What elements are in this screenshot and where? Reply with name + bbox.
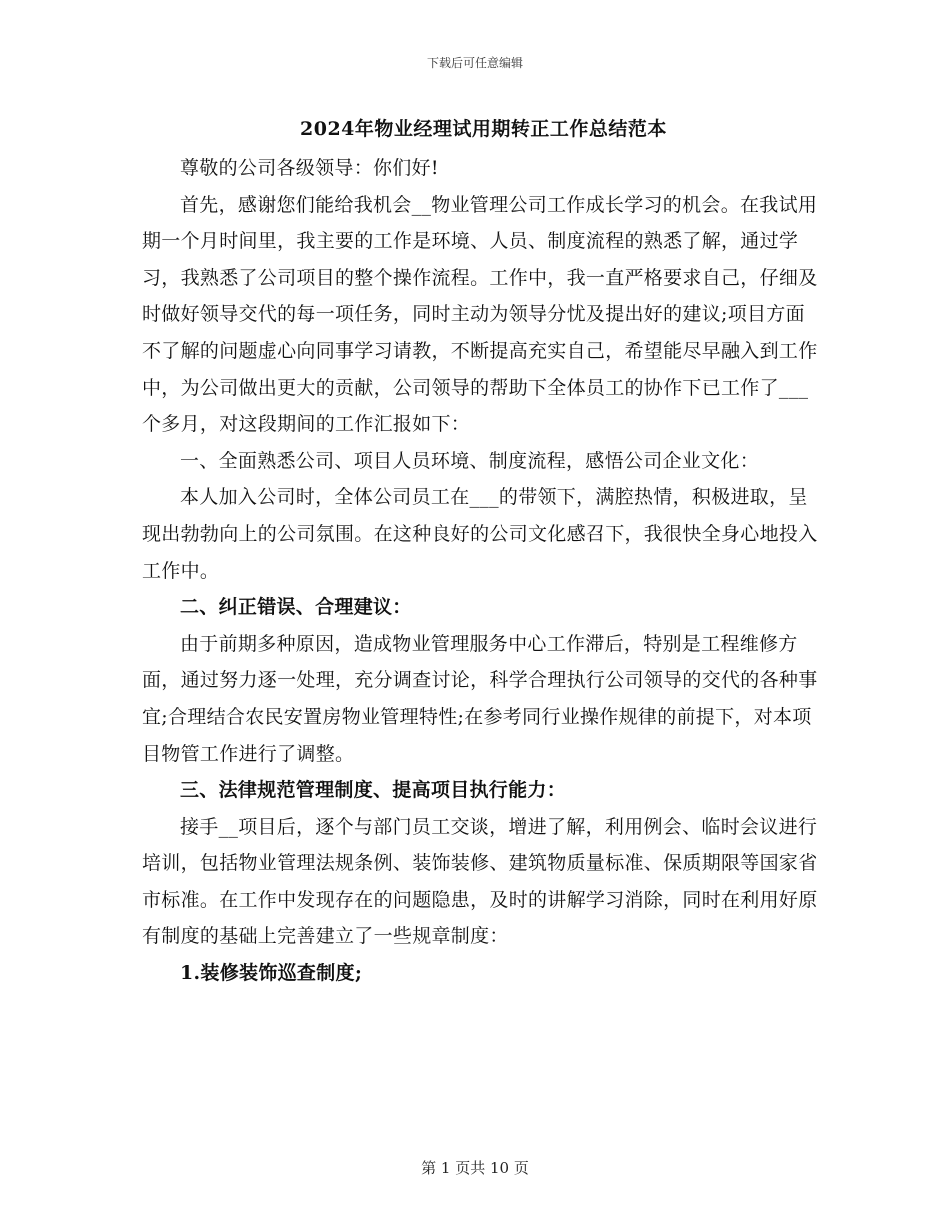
document-title: 2024年物业经理试用期转正工作总结范本 [300, 118, 667, 140]
intro-paragraph: 首先，感谢您们能给我机会__物业管理公司工作成长学习的机会。在我试用期一个月时间里，我主要的工作是环境、人员、制度流程的熟悉了解，通过学习，我熟悉了公司项目的整个操作流程。工作中，我一直严格要求自己，仔细及时做好领导交代的每一项任务，同时主动为领导分忧及提出好的建议;项目方面不了解的问题虚心向同事学习请教，不断提高充实自己，希望能尽早融入到工作中，为公司做出更大的贡献，公司领导的帮助下全体员工的协作下已工作了___个多月，对这段期间的工作汇报如下： [142, 193, 818, 436]
document-body [142, 150, 822, 992]
section-3-paragraph: 接手__项目后，逐个与部门员工交谈，增进了解，利用例会、临时会议进行培训，包括物业管理法规条例、装饰装修、建筑物质量标准、保质期限等国家省市标准。在工作中发现存在的问题隐患，及时的讲解学习消除，同时在利用好原有制度的基础上完善建立了一些规章制度： [142, 815, 818, 948]
section-2-paragraph: 由于前期多种原因，造成物业管理服务中心工作滞后，特别是工程维修方面，通过努力逐一处理，充分调查讨论，科学合理执行公司领导的交代的各种事宜;合理结合农民安置房物业管理特性;在参考同行业操作规律的前提下，对本项目物管工作进行了调整。 [142, 632, 818, 765]
page-footer: 第 1 页共 10 页 [421, 1159, 529, 1177]
section-heading-3: 三、法律规范管理制度、提高项目执行能力： [180, 779, 567, 802]
list-item-1: 1.装修装饰巡查制度; [180, 962, 363, 985]
section-heading-1: 一、全面熟悉公司、项目人员环境、制度流程，感悟公司企业文化： [180, 449, 760, 472]
greeting-paragraph: 尊敬的公司各级领导：你们好! [180, 157, 439, 179]
section-1-paragraph: 本人加入公司时，全体公司员工在___的带领下，满腔热情，积极进取，呈现出勃勃向上的公司氛围。在这种良好的公司文化感召下，我很快全身心地投入工作中。 [142, 486, 818, 582]
page-header: 下载后可任意编辑 [426, 56, 523, 70]
section-heading-2: 二、纠正错误、合理建议： [180, 596, 412, 619]
